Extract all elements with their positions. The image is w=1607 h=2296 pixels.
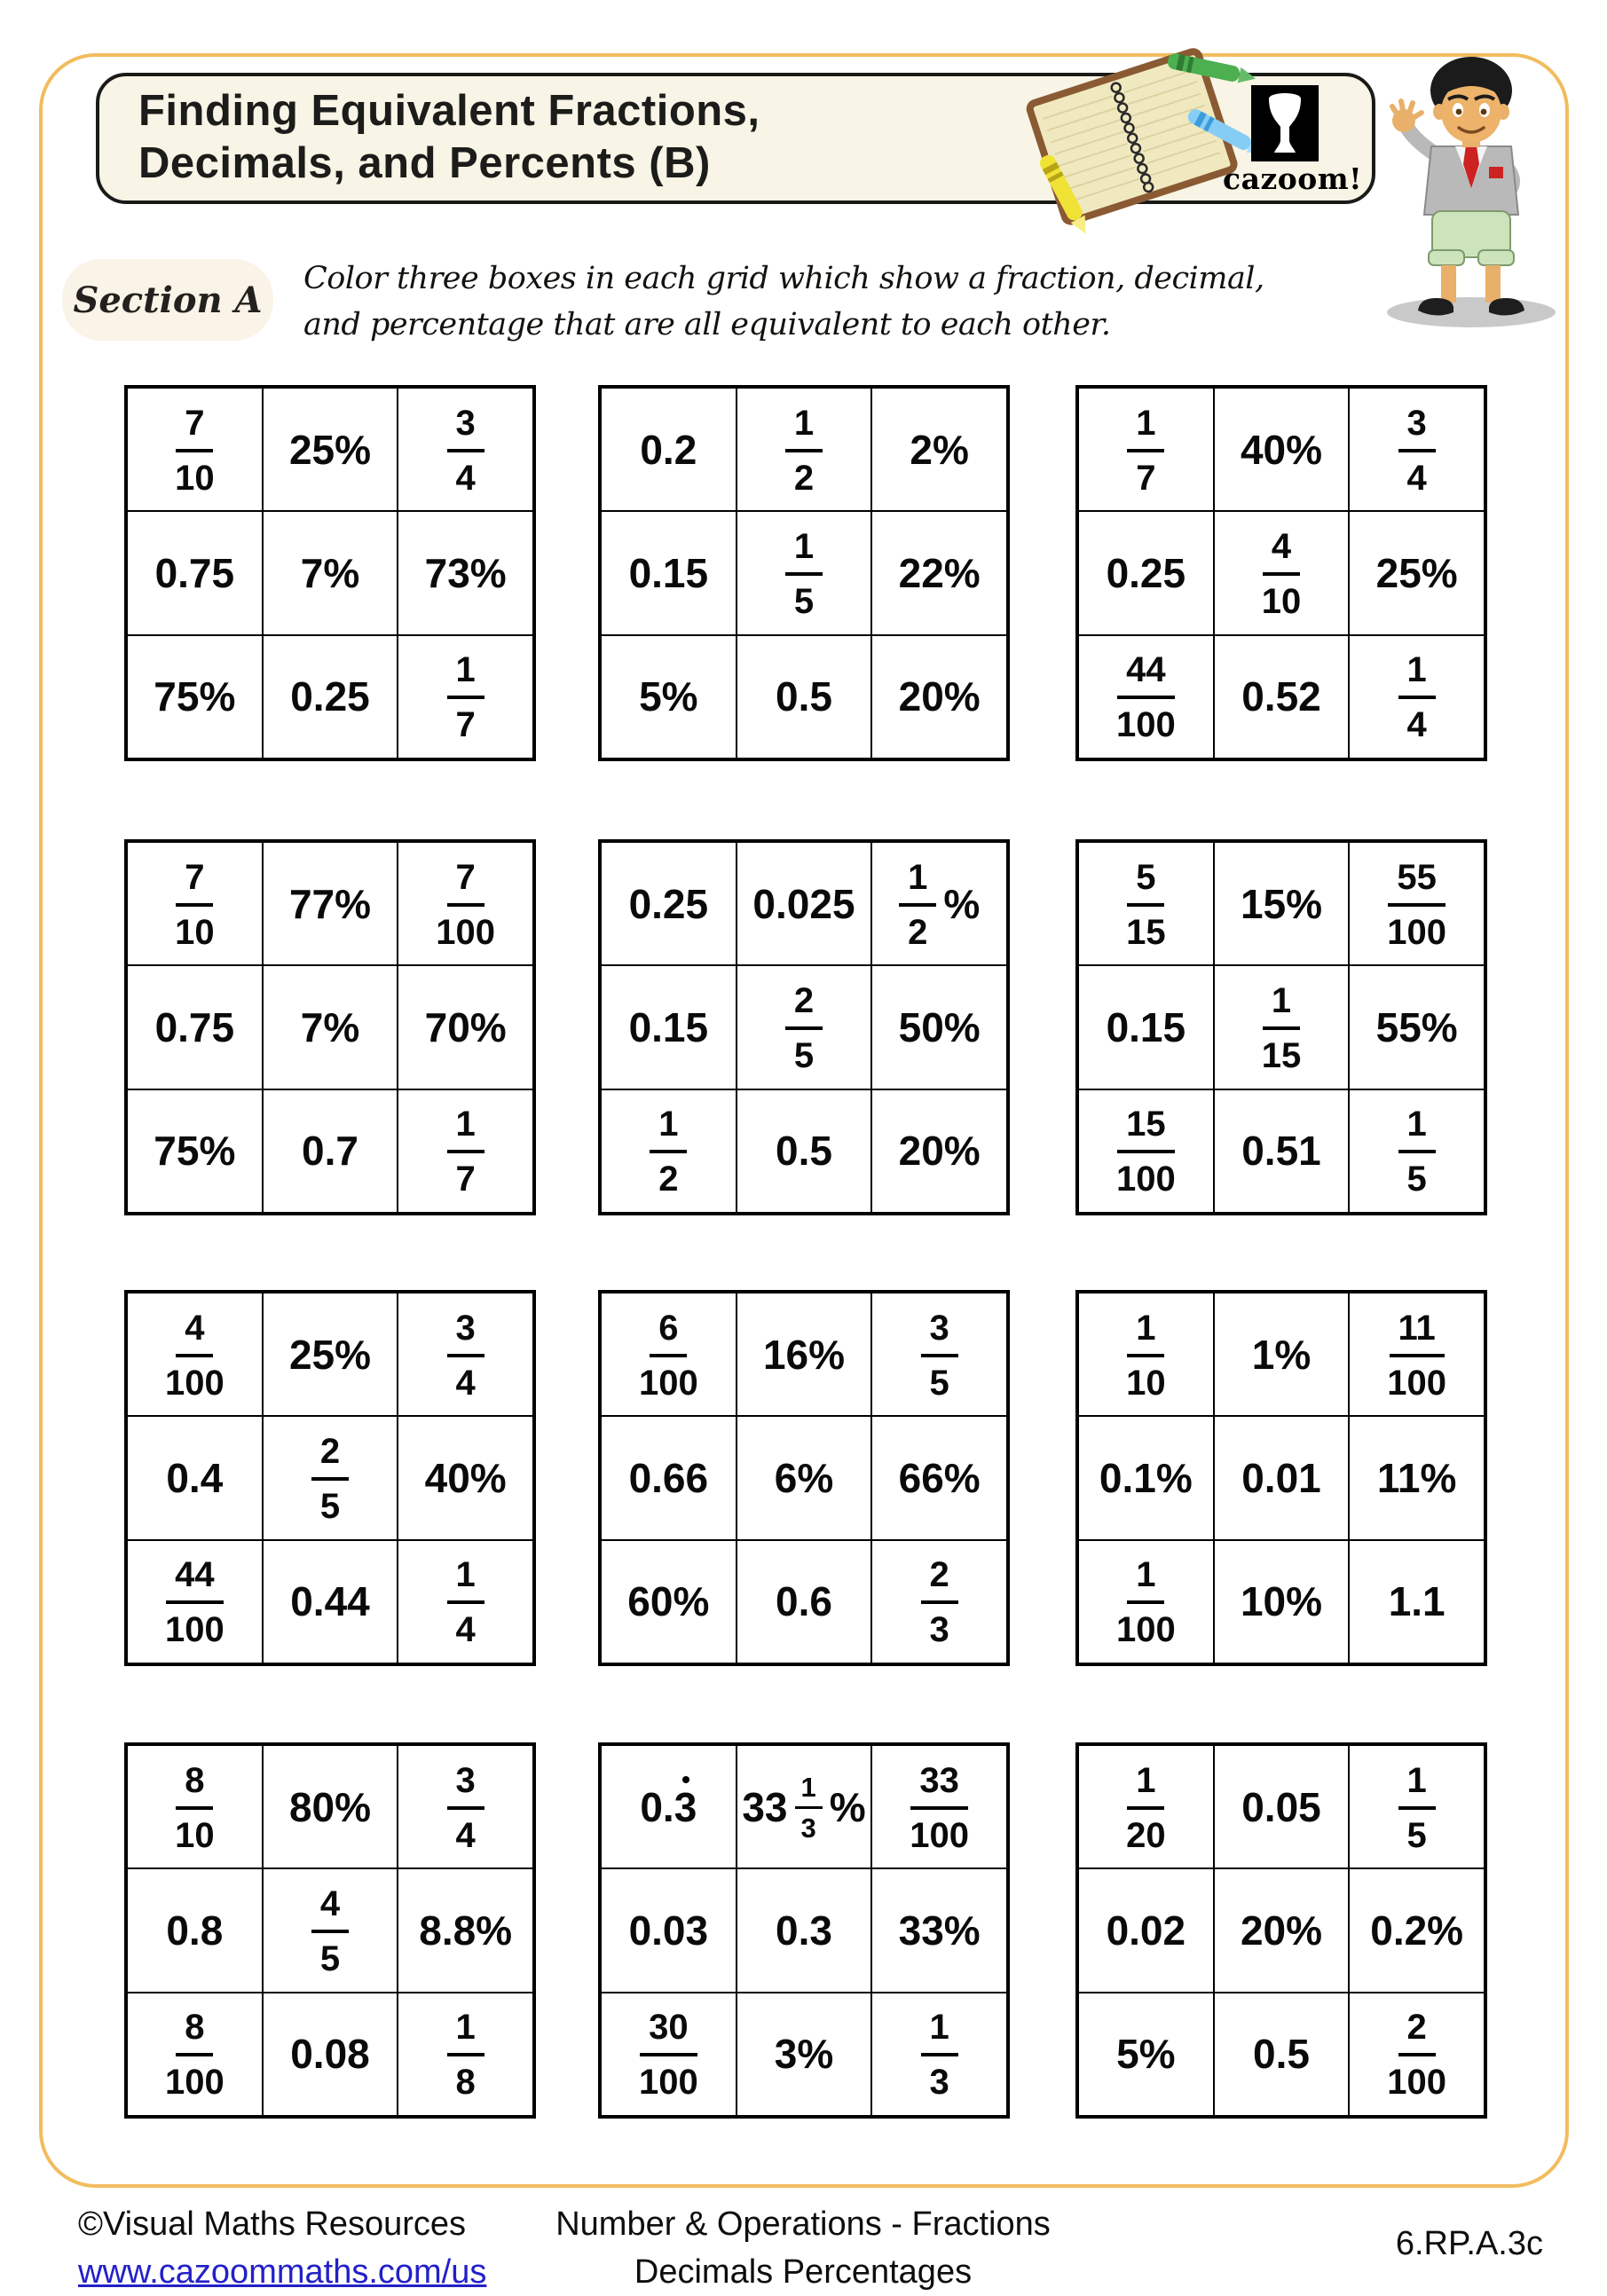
cell-value <box>175 404 215 496</box>
grid-cell[interactable] <box>1349 1089 1485 1213</box>
fraction-value: $\frac{3}{4}$ <box>447 1761 484 1853</box>
cell-value: 0.025 <box>752 880 855 927</box>
grid-cell[interactable] <box>263 511 398 634</box>
fraction-value: $\frac{1}{4}$ <box>447 1555 484 1647</box>
grid-cell[interactable] <box>1349 511 1485 634</box>
cell-value: 73% <box>424 549 507 596</box>
grid-cell[interactable] <box>1078 1993 1214 2116</box>
cell-value: 0.3 <box>776 1907 832 1954</box>
grid-cell[interactable] <box>737 511 872 634</box>
grid-cell[interactable] <box>1214 388 1350 511</box>
grid-cell[interactable] <box>1078 511 1214 634</box>
grid-cell[interactable] <box>1214 1745 1350 1868</box>
grid-cell[interactable] <box>737 388 872 511</box>
cell-value: 40% <box>424 1454 507 1501</box>
grid-cell[interactable] <box>398 842 533 965</box>
cell-value <box>164 2008 225 2103</box>
cell-value <box>447 1761 484 1853</box>
cazoom-drum-icon <box>1251 85 1319 161</box>
title-line-1: Finding Equivalent Fractions, <box>138 87 760 135</box>
instruction-text <box>303 256 1280 348</box>
cell-value <box>1126 1761 1166 1853</box>
grid-cell[interactable] <box>1078 635 1214 759</box>
grid-cell[interactable] <box>871 1540 1007 1663</box>
cell-value <box>785 981 823 1073</box>
grid-cell[interactable] <box>737 1745 872 1868</box>
cell-value: 70% <box>424 1003 507 1050</box>
cell-value <box>638 2008 698 2103</box>
cell-value: 16% <box>762 1331 846 1378</box>
grid-cell[interactable] <box>1078 1745 1214 1868</box>
cell-value <box>1387 1309 1446 1401</box>
grid-cell[interactable] <box>127 1993 263 2116</box>
cell-value <box>447 650 484 743</box>
fraction-value: $\frac{1}{15}$ <box>1261 980 1302 1075</box>
cell-value <box>921 1555 958 1650</box>
cell-value: 0.75 <box>154 1003 235 1050</box>
fraction-value: $\frac{8}{100}$ <box>164 2008 225 2103</box>
cazoom-logo-text: cazoom! <box>1223 161 1363 196</box>
fraction-value: $\frac{1}{2}$ <box>650 1105 687 1197</box>
cell-value: 0.51 <box>1241 1128 1321 1175</box>
grid-cell[interactable] <box>398 1868 533 1992</box>
grid-cell[interactable] <box>263 1540 398 1663</box>
equivalence-grid-6 <box>1075 839 1487 1215</box>
footer-left <box>78 2200 486 2296</box>
cell-value <box>1115 1555 1176 1650</box>
grid-cell[interactable] <box>127 635 263 759</box>
grid-cell[interactable] <box>263 1745 398 1868</box>
cell-value: 0.02 <box>1106 1907 1186 1954</box>
fraction-value: $\frac{1}{7}$ <box>447 1105 484 1197</box>
grid-cell[interactable] <box>601 842 737 965</box>
fraction-value: $\frac{1}{5}$ <box>1398 1105 1436 1197</box>
cell-value <box>175 1761 215 1853</box>
grid-cell[interactable] <box>1349 1993 1485 2116</box>
grid-cell[interactable] <box>871 388 1007 511</box>
fraction-value: $\frac{11}{100}$ <box>1387 1308 1447 1403</box>
equivalence-grid-12 <box>1075 1742 1487 2119</box>
cell-value: 0.75 <box>154 549 235 596</box>
cell-value: 50% <box>898 1003 981 1050</box>
grid-cell[interactable] <box>127 1293 263 1416</box>
cell-value <box>921 2008 958 2103</box>
grid-cell[interactable] <box>1214 1089 1350 1213</box>
grid-cell[interactable] <box>127 1089 263 1213</box>
grid-cell[interactable] <box>398 1089 533 1213</box>
cell-value <box>910 1761 969 1853</box>
cell-value: 0.03 <box>628 1907 709 1954</box>
fraction-value: $\frac{44}{100}$ <box>1115 650 1176 745</box>
cell-value: 0.4 <box>166 1454 224 1501</box>
cell-value: 0.5 <box>1253 2031 1310 2078</box>
cell-value: 0.2 <box>640 426 697 473</box>
cell-value: 10% <box>1240 1578 1323 1625</box>
cazoom-logo <box>1223 85 1363 196</box>
fraction-value: $\frac{30}{100}$ <box>638 2008 698 2103</box>
cell-value <box>447 1555 484 1650</box>
grid-cell[interactable] <box>127 1416 263 1539</box>
cell-value: 5% <box>1116 2031 1176 2078</box>
cell-value: 20% <box>898 673 981 720</box>
fraction-value: $\frac{1}{5}$ <box>1398 1761 1436 1853</box>
grid-cell[interactable] <box>263 388 398 511</box>
cell-value: 3% <box>774 2031 834 2078</box>
grid-cell[interactable] <box>737 1293 872 1416</box>
grid-cell[interactable] <box>1349 1745 1485 1868</box>
grid-cell[interactable] <box>1078 388 1214 511</box>
footer-center <box>448 2200 1158 2296</box>
fraction-value: $\frac{7}{10}$ <box>175 857 215 952</box>
cell-value: 25% <box>288 1331 372 1378</box>
cell-value: 0.15 <box>628 549 709 596</box>
cell-value <box>785 404 823 496</box>
fraction-value: $\frac{1}{7}$ <box>447 650 484 743</box>
fraction-value: $\frac{4}{100}$ <box>164 1308 225 1403</box>
footer-link[interactable]: www.cazoommaths.com/us <box>78 2253 487 2291</box>
cell-value: 5% <box>639 673 698 720</box>
grid-cell[interactable] <box>1349 1868 1485 1992</box>
fraction-value: $\frac{1}{100}$ <box>1115 1555 1176 1650</box>
grid-cell[interactable] <box>871 635 1007 759</box>
standard-code: 6.RP.A.3c <box>1395 2225 1543 2262</box>
cell-value <box>1127 404 1164 496</box>
cell-value <box>447 1105 484 1197</box>
grid-cell[interactable] <box>1349 842 1485 965</box>
equivalence-grid-4 <box>124 839 536 1215</box>
cell-value: 33 $\frac{1}{3}$ % <box>742 1771 866 1844</box>
grid-cell[interactable] <box>1349 635 1485 759</box>
cell-value: 0.5 <box>776 673 832 720</box>
equivalence-grid-10 <box>124 1742 536 2119</box>
grid-cell[interactable] <box>737 1868 872 1992</box>
cell-value <box>175 858 215 950</box>
grid-cell[interactable] <box>1214 635 1350 759</box>
cell-value: 0.01 <box>1241 1454 1321 1501</box>
equivalence-grid-8 <box>598 1290 1010 1666</box>
cell-value <box>311 1432 349 1524</box>
grid-cell[interactable] <box>1078 1089 1214 1213</box>
grid-cell[interactable] <box>127 1540 263 1663</box>
grid-cell[interactable] <box>398 1993 533 2116</box>
cell-value <box>165 1309 225 1401</box>
cell-value: 15% <box>1240 880 1323 927</box>
cell-value: 7% <box>300 1003 360 1050</box>
cell-value <box>436 858 495 950</box>
cell-value <box>1398 1761 1436 1853</box>
cell-value: 0.15 <box>1106 1003 1186 1050</box>
fraction-value: $\frac{55}{100}$ <box>1387 857 1447 952</box>
fraction-value: $\frac{3}{5}$ <box>921 1309 958 1401</box>
equivalence-grid-9 <box>1075 1290 1487 1666</box>
fraction-value: $\frac{3}{4}$ <box>447 404 484 496</box>
grid-cell[interactable] <box>871 965 1007 1089</box>
grid-cell[interactable] <box>871 1089 1007 1213</box>
grid-cell[interactable] <box>1349 1416 1485 1539</box>
cell-value <box>639 1309 698 1401</box>
fraction-value: $\frac{44}{100}$ <box>164 1555 225 1650</box>
equivalence-grid-2 <box>598 385 1010 761</box>
grid-cell[interactable] <box>398 965 533 1089</box>
grid-cell[interactable] <box>1214 1868 1350 1992</box>
fraction-value: $\frac{7}{100}$ <box>436 857 496 952</box>
cell-value: 0.3 <box>640 1783 697 1830</box>
grid-cell[interactable] <box>1078 1293 1214 1416</box>
cell-value: 33% <box>898 1907 981 1954</box>
grid-cell[interactable] <box>601 388 737 511</box>
cell-value: 7% <box>300 549 360 596</box>
cell-value <box>1116 650 1176 743</box>
fraction-value: $\frac{1}{4}$ <box>1398 650 1436 743</box>
grid-cell[interactable] <box>127 1868 263 1992</box>
grid-cell[interactable] <box>871 1416 1007 1539</box>
grid-cell[interactable] <box>1214 1416 1350 1539</box>
fraction-value: $\frac{2}{3}$ <box>921 1555 958 1647</box>
cell-value <box>650 1105 687 1197</box>
cell-value: 40% <box>1240 426 1323 473</box>
equivalence-grid-11 <box>598 1742 1010 2119</box>
section-a-pill <box>62 259 273 341</box>
equivalence-grid-5 <box>598 839 1010 1215</box>
fraction-value: $\frac{1}{5}$ <box>785 527 823 619</box>
cell-value: 0.08 <box>290 2031 370 2078</box>
cell-value: 75% <box>154 673 236 720</box>
grid-cell[interactable] <box>263 1089 398 1213</box>
grid-cell[interactable] <box>1349 965 1485 1089</box>
grid-cell[interactable] <box>601 1089 737 1213</box>
cell-value <box>447 1309 484 1401</box>
grid-cell[interactable] <box>1078 965 1214 1089</box>
cell-value: 0.25 <box>1106 549 1186 596</box>
cell-value: 0.8 <box>166 1907 224 1954</box>
fraction-value: $\frac{3}{4}$ <box>447 1309 484 1401</box>
cell-value: 0.6 <box>776 1578 832 1625</box>
cell-value: 1.1 <box>1388 1578 1446 1625</box>
cell-value <box>1398 1105 1436 1197</box>
fraction-value: $\frac{1}{10}$ <box>1126 1308 1166 1403</box>
grid-cell[interactable] <box>1214 965 1350 1089</box>
cell-value <box>1398 650 1436 743</box>
cell-value <box>1387 2008 1447 2103</box>
grid-cell[interactable] <box>871 511 1007 634</box>
grid-cell[interactable] <box>127 965 263 1089</box>
grid-cell[interactable] <box>263 1993 398 2116</box>
grid-cell[interactable] <box>737 635 872 759</box>
fraction-value: $\frac{1}{3}$ <box>795 1773 823 1842</box>
grid-cell[interactable] <box>398 1416 533 1539</box>
grid-cell[interactable] <box>127 388 263 511</box>
grid-cell[interactable] <box>871 1745 1007 1868</box>
grid-cell[interactable] <box>871 1293 1007 1416</box>
equivalence-grid-3 <box>1075 385 1487 761</box>
grid-cell[interactable] <box>398 1293 533 1416</box>
fraction-value: $\frac{1}{2}$ <box>899 858 936 950</box>
fraction-value: $\frac{1}{20}$ <box>1126 1760 1166 1855</box>
cell-value: 0.15 <box>628 1003 709 1050</box>
cell-value: 0.52 <box>1241 673 1321 720</box>
cell-value <box>1116 1105 1176 1197</box>
cell-value <box>921 1309 958 1401</box>
cell-value: 8.8% <box>419 1907 513 1954</box>
grid-cell[interactable] <box>263 842 398 965</box>
cell-value: 0.7 <box>302 1128 358 1175</box>
grid-cell[interactable] <box>1214 842 1350 965</box>
cell-value: 11% <box>1376 1454 1457 1501</box>
cell-value: 20% <box>898 1128 981 1175</box>
cell-value: 0.25 <box>290 673 370 720</box>
fraction-value: $\frac{2}{5}$ <box>785 981 823 1073</box>
grid-cell[interactable] <box>1078 1416 1214 1539</box>
grid-cell[interactable] <box>263 1293 398 1416</box>
cell-value: 77% <box>288 880 372 927</box>
grid-cell[interactable] <box>601 1416 737 1539</box>
cell-value: 25% <box>1375 549 1458 596</box>
grid-cell[interactable] <box>601 1745 737 1868</box>
grid-cell[interactable] <box>263 965 398 1089</box>
cell-value <box>1126 858 1166 950</box>
grid-cell[interactable] <box>1078 1540 1214 1663</box>
cell-value: 2% <box>910 426 969 473</box>
cell-value: 80% <box>288 1783 372 1830</box>
grid-cell[interactable] <box>1214 511 1350 634</box>
grid-cell[interactable] <box>1349 1540 1485 1663</box>
grid-cell[interactable] <box>737 1993 872 2116</box>
grid-cell[interactable] <box>127 1745 263 1868</box>
fraction-value: $\frac{6}{100}$ <box>638 1308 698 1403</box>
grid-cell[interactable] <box>601 635 737 759</box>
cell-value <box>1126 1309 1166 1401</box>
cell-value: 0.66 <box>628 1454 709 1501</box>
cell-value <box>1398 404 1436 496</box>
fraction-value: $\frac{2}{100}$ <box>1387 2008 1447 2103</box>
grid-cell[interactable] <box>737 1089 872 1213</box>
cell-value: 66% <box>898 1454 981 1501</box>
fraction-value: $\frac{33}{100}$ <box>910 1760 970 1855</box>
grid-cell[interactable] <box>737 842 872 965</box>
cell-value: $\frac{1}{2}$ % <box>899 858 980 950</box>
title-line-2: Decimals, and Percents (B) <box>138 139 711 187</box>
cell-value <box>1262 981 1302 1073</box>
cell-value: 6% <box>774 1454 834 1501</box>
cell-value <box>164 1555 225 1650</box>
cell-value <box>447 2008 484 2103</box>
fraction-value: $\frac{1}{8}$ <box>447 2008 484 2100</box>
cell-value <box>447 404 484 496</box>
copyright-text: ©Visual Maths Resources <box>78 2206 467 2243</box>
fraction-value: $\frac{2}{5}$ <box>311 1432 349 1524</box>
grid-cell[interactable] <box>1214 1993 1350 2116</box>
cell-value: 0.2% <box>1370 1907 1464 1954</box>
cell-value: 60% <box>627 1578 710 1625</box>
cell-value: 22% <box>898 549 981 596</box>
cell-value: 0.1% <box>1099 1454 1193 1501</box>
grid-cell[interactable] <box>871 842 1007 965</box>
grid-cell[interactable] <box>398 1540 533 1663</box>
cell-value: 0.5 <box>776 1128 832 1175</box>
grid-cell[interactable] <box>1214 1540 1350 1663</box>
grid-cell[interactable] <box>398 1745 533 1868</box>
fraction-value: $\frac{4}{10}$ <box>1261 526 1302 621</box>
cell-value: 25% <box>288 426 372 473</box>
grid-cell[interactable] <box>871 1868 1007 1992</box>
cell-value: 75% <box>154 1128 236 1175</box>
grid-cell[interactable] <box>263 635 398 759</box>
cell-value <box>1262 527 1302 619</box>
grid-cell[interactable] <box>1078 1868 1214 1992</box>
grid-cell[interactable] <box>601 1540 737 1663</box>
page-title <box>138 85 760 190</box>
grid-cell[interactable] <box>601 965 737 1089</box>
cell-value: 0.44 <box>290 1578 370 1625</box>
grid-cell[interactable] <box>737 1540 872 1663</box>
cell-value: 0.25 <box>628 880 709 927</box>
fraction-value: $\frac{1}{2}$ <box>785 404 823 496</box>
equivalence-grid-1 <box>124 385 536 761</box>
section-a-label: Section A <box>73 279 263 321</box>
grid-cell[interactable] <box>398 388 533 511</box>
fraction-value: $\frac{15}{100}$ <box>1115 1105 1176 1199</box>
grid-cell[interactable] <box>127 511 263 634</box>
cell-value: 0.05 <box>1241 1783 1321 1830</box>
fraction-value: $\frac{5}{15}$ <box>1126 857 1166 952</box>
fraction-value: $\frac{7}{10}$ <box>175 403 215 498</box>
grid-cell[interactable] <box>263 1868 398 1992</box>
fraction-value: $\frac{1}{7}$ <box>1127 404 1164 496</box>
fraction-value: $\frac{8}{10}$ <box>175 1760 215 1855</box>
grid-cell[interactable] <box>601 511 737 634</box>
grid-cell[interactable] <box>398 511 533 634</box>
fraction-value: $\frac{1}{3}$ <box>921 2008 958 2100</box>
instruction-line-2: and percentage that are all equivalent to each other. <box>303 307 1111 342</box>
instruction-line-1: Color three boxes in each grid which show a fraction, decimal, <box>303 261 1264 296</box>
cell-value <box>311 1884 349 1977</box>
boy-mascot-icon <box>1356 44 1587 350</box>
cell-value: 55% <box>1375 1003 1458 1050</box>
footer-topic-line-1: Number & Operations - Fractions <box>555 2206 1051 2243</box>
cell-value: 1% <box>1251 1331 1312 1378</box>
grid-cell[interactable] <box>127 842 263 965</box>
grid-cell[interactable] <box>601 1868 737 1992</box>
grid-cell[interactable] <box>871 1993 1007 2116</box>
grid-cell[interactable] <box>737 965 872 1089</box>
grid-cell[interactable] <box>1078 842 1214 965</box>
grid-cell[interactable] <box>1214 1293 1350 1416</box>
grid-cell[interactable] <box>601 1293 737 1416</box>
grid-cell[interactable] <box>601 1993 737 2116</box>
grid-cell[interactable] <box>398 635 533 759</box>
cell-value: 20% <box>1240 1907 1323 1954</box>
cell-value <box>785 527 823 619</box>
grid-cell[interactable] <box>1349 388 1485 511</box>
grid-cell[interactable] <box>1349 1293 1485 1416</box>
equivalence-grid-7 <box>124 1290 536 1666</box>
fraction-value: $\frac{4}{5}$ <box>311 1884 349 1977</box>
cell-value <box>1387 858 1446 950</box>
grid-cell[interactable] <box>737 1416 872 1539</box>
footer-topic-line-2: Decimals Percentages <box>634 2253 973 2291</box>
grid-cell[interactable] <box>263 1416 398 1539</box>
fraction-value: $\frac{3}{4}$ <box>1398 404 1436 496</box>
